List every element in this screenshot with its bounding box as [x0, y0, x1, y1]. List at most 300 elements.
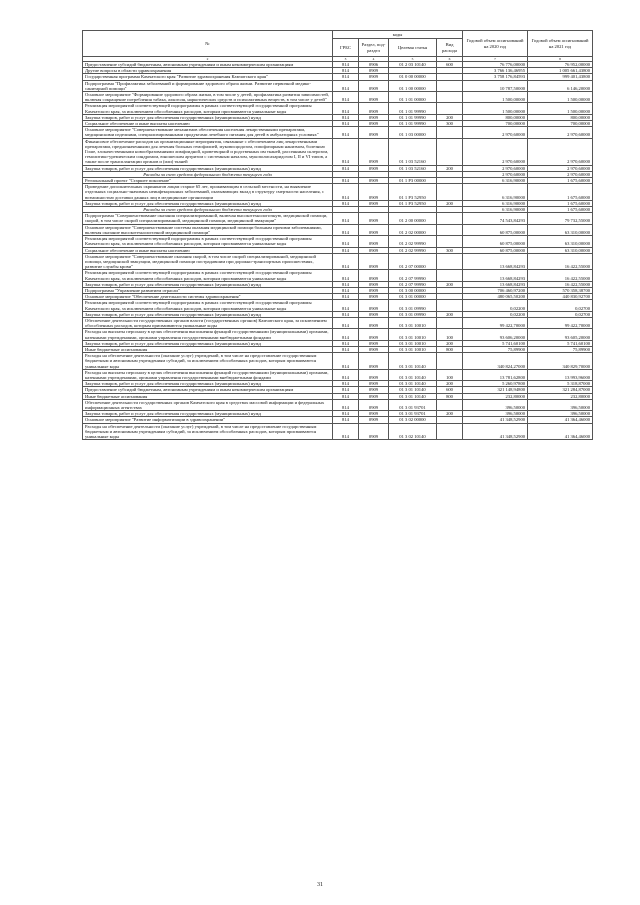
- row-name: Реализация мероприятий соответствующей подпрограммы в рамках соответствующей государственной программы Камчатского края, за исключением обособленных расходов, которым присваиваются уникальные коды: [83, 270, 333, 281]
- row-amount-2020: 6 316,90000: [463, 184, 528, 201]
- row-amount-2020: 2 970,60000: [463, 127, 528, 138]
- row-razdel: 0909: [359, 340, 389, 346]
- row-target: 01 3 01 93701: [389, 411, 437, 417]
- row-target: 01 1 03 00000: [389, 127, 437, 138]
- row-razdel: 0909: [359, 127, 389, 138]
- row-name: Закупка товаров, работ и услуг для обеспечения государственных (муниципальных) нужд: [83, 311, 333, 317]
- row-target: 01 1 01 00000: [389, 92, 437, 103]
- row-razdel: 0909: [359, 281, 389, 287]
- table-row: [83, 127, 593, 138]
- row-grbs: 814: [333, 114, 359, 120]
- row-amount-2020: 480 065,50200: [463, 294, 528, 300]
- row-vid: 800: [437, 393, 463, 399]
- row-amount-2020: 800,00000: [463, 114, 528, 120]
- row-vid: [437, 213, 463, 224]
- row-amount-2021: 41 364,46000: [528, 417, 593, 423]
- row-amount-2020: 321 148,94800: [463, 387, 528, 393]
- row-grbs: 814: [333, 165, 359, 171]
- row-grbs: 814: [333, 300, 359, 311]
- row-vid: 200: [437, 165, 463, 171]
- row-vid: [437, 127, 463, 138]
- row-name: Реализация мероприятий соответствующей подпрограммы в рамках соответствующей государственной программы Камчатского края, за исключением обособленных расходов, которым присваиваются уникальные коды: [83, 300, 333, 311]
- row-razdel: 0909: [359, 311, 389, 317]
- header-number: №: [83, 31, 333, 57]
- row-amount-2021: 2 970,60000: [528, 138, 593, 165]
- row-name: Закупка товаров, работ и услуг для обеспечения государственных (муниципальных) нужд: [83, 200, 333, 206]
- row-grbs: 814: [333, 329, 359, 340]
- row-amount-2020: 6 316,90000: [463, 200, 528, 206]
- row-razdel: 0909: [359, 381, 389, 387]
- row-name: Подпрограмма "Совершенствование оказания специализированной, включая высокотехнологичную, медицинской помощи, скорой, в том числе скорой специализированной, медицинской помощи, медицинской эвакуации": [83, 213, 333, 224]
- row-name: Региональный проект "Старшее поколение": [83, 178, 333, 184]
- row-name: Расходы на выплаты персоналу в целях обеспечения выполнения функций государственными (муниципальными) органами, казенными учреждениями, органами управления государственными внебюджетными фондами: [83, 329, 333, 340]
- row-grbs: 814: [333, 346, 359, 352]
- header-index-cell: 8: [528, 57, 593, 62]
- row-amount-2021: 2 970,60000: [528, 165, 593, 171]
- row-amount-2020: 1 500,00000: [463, 103, 528, 114]
- row-grbs: 814: [333, 369, 359, 380]
- row-grbs: 814: [333, 80, 359, 91]
- row-target: 01 1 P3 52950: [389, 184, 437, 201]
- row-amount-2021: 321 284,87000: [528, 387, 593, 393]
- row-name: Основное мероприятие "Совершенствование оказания скорой, в том числе скорой специализированной, медицинской помощи, медицинской эвакуации, медицинской помощи пострадавшим при дорожно-транспортных происшествиях, развитие службы крови": [83, 253, 333, 270]
- row-target: 01 3 01 10010: [389, 317, 437, 328]
- row-amount-2021: 16 422,55000: [528, 253, 593, 270]
- row-target: 01 3 01 10140: [389, 381, 437, 387]
- header-index-cell: 7: [463, 57, 528, 62]
- row-grbs: 814: [333, 287, 359, 293]
- table-row: [83, 270, 593, 281]
- row-amount-2021: 2 970,60000: [528, 171, 593, 177]
- row-target: 01 1 P3 00000: [389, 178, 437, 184]
- row-grbs: 814: [333, 236, 359, 247]
- row-amount-2020: 13 668,84293: [463, 253, 528, 270]
- row-amount-2020: 6 316,90000: [463, 207, 528, 213]
- row-grbs: 814: [333, 281, 359, 287]
- row-amount-2021: 1 675,60000: [528, 178, 593, 184]
- row-amount-2020: 700,00000: [463, 121, 528, 127]
- header-codes: коды: [333, 31, 463, 39]
- row-amount-2020: 6 316,90000: [463, 178, 528, 184]
- row-target: 01 2 07 00000: [389, 253, 437, 270]
- table-row: [83, 399, 593, 410]
- row-target: 01 1 P3 52950: [389, 200, 437, 206]
- row-target: 01 3 01 00000: [389, 294, 437, 300]
- row-name: Иные бюджетные ассигнования: [83, 346, 333, 352]
- table-row: [83, 236, 593, 247]
- row-name: Реализация мероприятий соответствующей подпрограммы в рамках соответствующей государственной программы Камчатского края, за исключением обособленных расходов, которым присваиваются уникальные коды: [83, 236, 333, 247]
- row-amount-2021: 2 970,60000: [528, 127, 593, 138]
- row-name: Закупка товаров, работ и услуг для обеспечения государственных (муниципальных) нужд: [83, 381, 333, 387]
- row-target: 01 3 02 10140: [389, 423, 437, 440]
- header-year-2021: Годовой объем ассигнований на 2021 год: [528, 31, 593, 57]
- row-grbs: 814: [333, 253, 359, 270]
- row-grbs: 814: [333, 340, 359, 346]
- row-razdel: 0909: [359, 300, 389, 311]
- row-razdel: 0909: [359, 346, 389, 352]
- row-razdel: 0909: [359, 423, 389, 440]
- row-target: 01 3 01 09990: [389, 311, 437, 317]
- row-razdel: 0909: [359, 399, 389, 410]
- row-amount-2021: 63 310,00000: [528, 236, 593, 247]
- row-razdel: 0909: [359, 178, 389, 184]
- row-amount-2021: 41 364,46000: [528, 423, 593, 440]
- row-amount-2020: 396,50000: [463, 411, 528, 417]
- row-name: Основное мероприятие "Формирование здорового образа жизни, в том числе у детей, профилактика развития зависимостей, включая сокращение потребления табака, алкоголя, наркотических средств и психоактивных веществ, в том числе у детей": [83, 92, 333, 103]
- row-vid: 300: [437, 247, 463, 253]
- row-amount-2020: 0,02200: [463, 311, 528, 317]
- row-name: Подпрограмма "Управление развитием отрасли": [83, 287, 333, 293]
- row-grbs: 814: [333, 417, 359, 423]
- row-amount-2021: 232,80000: [528, 393, 593, 399]
- row-target: 01 3 01 10140: [389, 387, 437, 393]
- table-row: [83, 213, 593, 224]
- row-amount-2020: 2 970,60000: [463, 171, 528, 177]
- row-razdel: 0906: [359, 62, 389, 68]
- row-amount-2021: 16 422,55000: [528, 281, 593, 287]
- row-grbs: 814: [333, 399, 359, 410]
- header-index-cell: 5: [389, 57, 437, 62]
- row-amount-2020: 706 460,97200: [463, 287, 528, 293]
- row-grbs: 814: [333, 178, 359, 184]
- header-index-cell: 2: [83, 57, 333, 62]
- row-vid: [437, 184, 463, 201]
- row-amount-2021: 440 830,92700: [528, 294, 593, 300]
- row-vid: [437, 92, 463, 103]
- row-razdel: 0909: [359, 387, 389, 393]
- row-grbs: 814: [333, 224, 359, 235]
- table-row: [83, 138, 593, 165]
- table-row: [83, 423, 593, 440]
- row-name: Обеспечение деятельности государственных органов власти (государственных органов) Камчатского края, за исключением обособленных расходов, которым присваиваются уникальные коды: [83, 317, 333, 328]
- row-razdel: 0909: [359, 200, 389, 206]
- row-name: Предоставление субсидий бюджетным, автономным учреждениям и иным некоммерческим организациям: [83, 62, 333, 68]
- row-amount-2020: 232,80000: [463, 393, 528, 399]
- row-razdel: 0909: [359, 369, 389, 380]
- row-razdel: 0909: [359, 103, 389, 114]
- row-name: Подпрограмма "Профилактика заболеваний и формирование здорового образа жизни. Развитие первичной медико-санитарной помощи": [83, 80, 333, 91]
- table-row: [83, 353, 593, 370]
- row-target: 01 1 01 99990: [389, 121, 437, 127]
- row-razdel: 0909: [359, 236, 389, 247]
- row-vid: 200: [437, 200, 463, 206]
- row-amount-2021: 75,89900: [528, 346, 593, 352]
- row-target: 01 3 01 10010: [389, 346, 437, 352]
- row-target: 01 1 03 52160: [389, 138, 437, 165]
- row-amount-2020: 3 766 136,46955: [463, 68, 528, 74]
- header-index-cell: 3: [333, 57, 359, 62]
- table-header: [83, 31, 593, 62]
- row-amount-2020: 0,02200: [463, 300, 528, 311]
- row-name: Другие вопросы в области здравоохранения: [83, 68, 333, 74]
- row-target: 01 3 01 93701: [389, 399, 437, 410]
- row-amount-2021: 396,50000: [528, 399, 593, 410]
- row-amount-2020: 10 787,50000: [463, 80, 528, 91]
- row-amount-2020: 13 781,62800: [463, 369, 528, 380]
- row-name: Расходы за счет средств федерального бюджета текущего года: [83, 207, 333, 213]
- row-target: 01 3 01 10010: [389, 340, 437, 346]
- header-index-cell: 6: [437, 57, 463, 62]
- row-name: Финансовое обеспечение расходов на организационные мероприятия, связанные с обеспечением лиц лекарственными препаратами, предназначенными для лечения больных гемофилией, муковисцидозом, гипофизарным нанизмом, болезнью Гоше, злокачественными новообразованиями лимфоидной, кроветворной и родственных им тканей, рассеянным склерозом, гемолитико-уремическим синдромом, юношеским артритом с системным началом, мукополисахаридозом I, II и VI типов, а также после трансплантации органов и (или) тканей: [83, 138, 333, 165]
- row-name: Основное мероприятие "Развитие информатизации в здравоохранении": [83, 417, 333, 423]
- row-name: Основное мероприятие "Обеспечение деятельности системы здравоохранения": [83, 294, 333, 300]
- row-name: Проведение дополнительных скринингов лицам старше 65 лет, проживающим в сельской местности, на выявление отдельных социально-значимых неинфекционных заболеваний, оказывающих вклад в структуру смертности населения, с возможностью доставки данных лиц в медицинские организации: [83, 184, 333, 201]
- row-amount-2021: 5 318,87000: [528, 381, 593, 387]
- table-row: [83, 80, 593, 91]
- row-target: 01 3 01 10140: [389, 369, 437, 380]
- row-vid: 200: [437, 381, 463, 387]
- row-name: Закупка товаров, работ и услуг для обеспечения государственных (муниципальных) нужд: [83, 114, 333, 120]
- row-vid: [437, 317, 463, 328]
- row-target: 01 1 00 00000: [389, 80, 437, 91]
- row-amount-2021: 76 952,00000: [528, 62, 593, 68]
- row-grbs: 814: [333, 213, 359, 224]
- row-target: 01 2 00 00000: [389, 213, 437, 224]
- row-grbs: 814: [333, 68, 359, 74]
- row-amount-2021: 5 741,60100: [528, 340, 593, 346]
- row-amount-2021: 1 675,60000: [528, 207, 593, 213]
- row-amount-2021: 13 993,96000: [528, 369, 593, 380]
- row-vid: 100: [437, 369, 463, 380]
- row-grbs: 814: [333, 353, 359, 370]
- row-amount-2021: 999 401,43800: [528, 74, 593, 80]
- row-amount-2021: 340 829,70000: [528, 353, 593, 370]
- row-grbs: 814: [333, 92, 359, 103]
- table-body: [83, 62, 593, 440]
- row-grbs: 814: [333, 270, 359, 281]
- row-target: 01 1 01 99990: [389, 103, 437, 114]
- header-target: Целевая статья: [389, 39, 437, 57]
- row-target: 01 3 02 00000: [389, 417, 437, 423]
- row-grbs: 814: [333, 423, 359, 440]
- row-razdel: 0909: [359, 68, 389, 74]
- row-target: 01 0 00 00000: [389, 74, 437, 80]
- row-amount-2020: 41 348,52900: [463, 423, 528, 440]
- row-grbs: 814: [333, 247, 359, 253]
- row-name: Расходы на обеспечение деятельности (оказание услуг) учреждений, в том числе на предоставление государственным бюджетным и автономным учреждениям субсидий, за исключением обособленных расходов, которым присваиваются уникальные коды: [83, 423, 333, 440]
- row-razdel: 0909: [359, 114, 389, 120]
- row-grbs: 814: [333, 294, 359, 300]
- row-amount-2021: 63 310,00000: [528, 224, 593, 235]
- row-razdel: 0909: [359, 417, 389, 423]
- row-grbs: 814: [333, 127, 359, 138]
- row-amount-2021: 396,50000: [528, 411, 593, 417]
- row-amount-2021: 0,02700: [528, 300, 593, 311]
- row-name: Закупка товаров, работ и услуг для обеспечения государственных (муниципальных) нужд: [83, 340, 333, 346]
- row-amount-2020: 99 422,70000: [463, 317, 528, 328]
- table-row: [83, 253, 593, 270]
- row-vid: [437, 80, 463, 91]
- table-row: [83, 369, 593, 380]
- row-amount-2020: 5 260,97800: [463, 381, 528, 387]
- row-razdel: 0909: [359, 270, 389, 281]
- row-razdel: 0909: [359, 80, 389, 91]
- table-row: [83, 92, 593, 103]
- row-vid: [437, 138, 463, 165]
- row-target: 01 2 02 99990: [389, 247, 437, 253]
- row-razdel: 0909: [359, 184, 389, 201]
- row-vid: [437, 224, 463, 235]
- row-vid: 800: [437, 346, 463, 352]
- row-razdel: 0909: [359, 92, 389, 103]
- row-name: Расходы на обеспечение деятельности (оказание услуг) учреждений, в том числе на предоставление государственным бюджетным и автономным учреждениям субсидий, за исключением обособленных расходов, которым присваиваются уникальные коды: [83, 353, 333, 370]
- row-amount-2021: 800,00000: [528, 114, 593, 120]
- row-name: Иные бюджетные ассигнования: [83, 393, 333, 399]
- row-vid: 200: [437, 340, 463, 346]
- row-vid: 200: [437, 411, 463, 417]
- header-razdel: Раздел, под-раздел: [359, 39, 389, 57]
- row-amount-2021: 1 005 661,43800: [528, 68, 593, 74]
- row-razdel: 0909: [359, 138, 389, 165]
- row-amount-2021: 63 310,00000: [528, 247, 593, 253]
- row-amount-2020: 60 875,00000: [463, 247, 528, 253]
- row-name: Закупка товаров, работ и услуг для обеспечения государственных (муниципальных) нужд: [83, 165, 333, 171]
- header-index-cell: 4: [359, 57, 389, 62]
- row-amount-2021: 6 146,20000: [528, 80, 593, 91]
- header-year-2020: Годовой объем ассигнований на 2020 год: [463, 31, 528, 57]
- row-amount-2020: 340 824,27000: [463, 353, 528, 370]
- row-razdel: 0909: [359, 253, 389, 270]
- row-razdel: 0909: [359, 353, 389, 370]
- row-target: 01 3 00 00000: [389, 287, 437, 293]
- row-target: 01 3 01 10140: [389, 393, 437, 399]
- row-amount-2021: 700,00000: [528, 121, 593, 127]
- row-target: 01 2 03 10140: [389, 62, 437, 68]
- row-amount-2020: 5 741,60100: [463, 340, 528, 346]
- row-amount-2020: 93 606,20000: [463, 329, 528, 340]
- header-grbs: ГРБС: [333, 39, 359, 57]
- row-razdel: 0909: [359, 213, 389, 224]
- row-name: Социальное обеспечение и иные выплаты населению: [83, 121, 333, 127]
- row-razdel: 0909: [359, 247, 389, 253]
- row-amount-2021: 1 675,60000: [528, 200, 593, 206]
- row-grbs: 814: [333, 121, 359, 127]
- row-target: 01 3 01 10140: [389, 353, 437, 370]
- row-razdel: 0909: [359, 224, 389, 235]
- table-row: [83, 329, 593, 340]
- table-row: [83, 184, 593, 201]
- row-grbs: 814: [333, 411, 359, 417]
- row-amount-2020: 41 348,52900: [463, 417, 528, 423]
- row-name: Реализация мероприятий соответствующей подпрограммы в рамках соответствующей государственной программы Камчатского края, за исключением обособленных расходов, которым присваиваются уникальные коды: [83, 103, 333, 114]
- row-grbs: 814: [333, 200, 359, 206]
- row-amount-2020: 1 500,00000: [463, 92, 528, 103]
- row-target: 01 3 01 09990: [389, 300, 437, 311]
- row-grbs: 814: [333, 184, 359, 201]
- row-amount-2020: 13 668,84293: [463, 281, 528, 287]
- row-vid: 600: [437, 62, 463, 68]
- row-grbs: 814: [333, 138, 359, 165]
- row-grbs: 814: [333, 311, 359, 317]
- row-amount-2020: 60 875,00000: [463, 236, 528, 247]
- row-razdel: 0909: [359, 294, 389, 300]
- row-razdel: 0909: [359, 393, 389, 399]
- row-name: Предоставление субсидий бюджетным, автономным учреждениям и иным некоммерческим организациям: [83, 387, 333, 393]
- row-amount-2021: 1 675,60000: [528, 184, 593, 201]
- budget-table: [82, 30, 593, 440]
- row-vid: [437, 270, 463, 281]
- row-vid: 200: [437, 281, 463, 287]
- row-vid: [437, 399, 463, 410]
- row-amount-2021: 99 422,70000: [528, 317, 593, 328]
- row-grbs: 814: [333, 393, 359, 399]
- row-grbs: 814: [333, 103, 359, 114]
- row-name: Закупка товаров, работ и услуг для обеспечения государственных (муниципальных) нужд: [83, 411, 333, 417]
- row-vid: 300: [437, 121, 463, 127]
- row-amount-2020: 2 970,60000: [463, 138, 528, 165]
- row-vid: [437, 300, 463, 311]
- row-amount-2021: 0,02700: [528, 311, 593, 317]
- table-row: [83, 224, 593, 235]
- row-amount-2020: 74 543,84293: [463, 213, 528, 224]
- row-name: Закупка товаров, работ и услуг для обеспечения государственных (муниципальных) нужд: [83, 281, 333, 287]
- row-target: 01 2 02 99990: [389, 236, 437, 247]
- row-target: 01 2 07 99990: [389, 270, 437, 281]
- row-name: Государственная программа Камчатского края "Развитие здравоохранения Камчатского края": [83, 74, 333, 80]
- row-amount-2021: 93 605,20000: [528, 329, 593, 340]
- row-vid: 600: [437, 387, 463, 393]
- page-number: 31: [317, 882, 323, 888]
- row-grbs: 814: [333, 62, 359, 68]
- row-name: Основное мероприятие "Совершенствование механизмов обеспечения населения лекарственными препаратами, медицинскими изделиями, специализированными продуктами лечебного питания для детей в амбулаторных условиях": [83, 127, 333, 138]
- row-grbs: 814: [333, 387, 359, 393]
- row-vid: [437, 423, 463, 440]
- budget-sheet: [82, 30, 592, 440]
- row-razdel: 0909: [359, 287, 389, 293]
- row-razdel: 0909: [359, 121, 389, 127]
- row-amount-2021: 16 422,55000: [528, 270, 593, 281]
- row-name: Расходы на выплаты персоналу в целях обеспечения выполнения функций государственными (муниципальными) органами, казенными учреждениями, органами управления государственными внебюджетными фондами: [83, 369, 333, 380]
- row-amount-2020: 13 668,84293: [463, 270, 528, 281]
- row-amount-2021: 570 358,38700: [528, 287, 593, 293]
- table-row: [83, 317, 593, 328]
- row-vid: [437, 236, 463, 247]
- row-vid: 200: [437, 311, 463, 317]
- row-name: Обеспечение деятельности государственных органов Камчатского края в средствах массовой информации и федеральных информационных агентствах: [83, 399, 333, 410]
- row-amount-2020: 396,50000: [463, 399, 528, 410]
- row-amount-2021: 1 500,00000: [528, 103, 593, 114]
- row-razdel: 0909: [359, 411, 389, 417]
- row-vid: 200: [437, 114, 463, 120]
- row-vid: 100: [437, 329, 463, 340]
- row-razdel: 0909: [359, 317, 389, 328]
- row-amount-2020: 60 875,00000: [463, 224, 528, 235]
- row-amount-2021: 79 732,55000: [528, 213, 593, 224]
- row-amount-2020: 76 776,00000: [463, 62, 528, 68]
- row-name: Социальное обеспечение и иные выплаты населению: [83, 247, 333, 253]
- row-name: Расходы за счет средств федерального бюджета текущего года: [83, 171, 333, 177]
- row-target: 01 1 03 52160: [389, 165, 437, 171]
- row-amount-2021: 1 500,00000: [528, 92, 593, 103]
- row-grbs: 814: [333, 317, 359, 328]
- row-amount-2020: 3 758 176,84593: [463, 74, 528, 80]
- row-amount-2020: 75,89900: [463, 346, 528, 352]
- row-grbs: 814: [333, 74, 359, 80]
- row-amount-2020: 2 970,60000: [463, 165, 528, 171]
- row-razdel: 0909: [359, 165, 389, 171]
- row-target: 01 2 07 99990: [389, 281, 437, 287]
- row-vid: [437, 103, 463, 114]
- row-target: 01 2 02 00000: [389, 224, 437, 235]
- row-razdel: 0909: [359, 74, 389, 80]
- row-target: 01 1 01 99990: [389, 114, 437, 120]
- row-target: 01 3 01 10010: [389, 329, 437, 340]
- table-row: [83, 300, 593, 311]
- row-vid: [437, 353, 463, 370]
- table-row: [83, 103, 593, 114]
- header-vid: Вид расхода: [437, 39, 463, 57]
- row-name: Основное мероприятие "Совершенствование системы оказания медицинской помощи больным прочими заболеваниями, включая оказание высокотехнологичной медицинской помощи": [83, 224, 333, 235]
